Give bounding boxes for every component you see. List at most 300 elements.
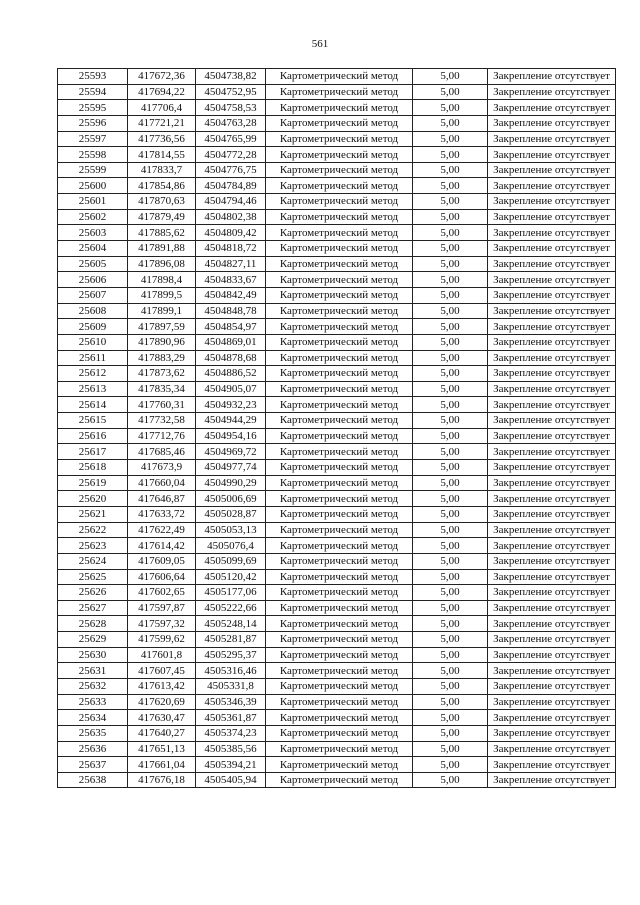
y-coordinate-cell: 4504854,97	[196, 319, 266, 335]
table-row	[58, 194, 616, 210]
x-coordinate-cell: 417706,4	[128, 100, 196, 116]
table-row	[58, 444, 616, 460]
y-coordinate-cell: 4504869,01	[196, 334, 266, 350]
fixing-cell: Закрепление отсутствует	[488, 194, 616, 210]
point-number-cell: 25632	[58, 678, 128, 694]
x-coordinate-cell: 417597,32	[128, 616, 196, 632]
y-coordinate-cell: 4504886,52	[196, 366, 266, 382]
fixing-cell: Закрепление отсутствует	[488, 475, 616, 491]
method-cell: Картометрический метод	[266, 772, 413, 788]
y-coordinate-cell: 4504763,28	[196, 115, 266, 131]
x-coordinate-cell: 417890,96	[128, 334, 196, 350]
coordinates-table-body	[58, 69, 616, 788]
fixing-cell: Закрепление отсутствует	[488, 647, 616, 663]
y-coordinate-cell: 4504752,95	[196, 84, 266, 100]
y-coordinate-cell: 4504977,74	[196, 460, 266, 476]
accuracy-cell: 5,00	[413, 428, 488, 444]
table-row	[58, 569, 616, 585]
table-row	[58, 350, 616, 366]
method-cell: Картометрический метод	[266, 381, 413, 397]
x-coordinate-cell: 417672,36	[128, 69, 196, 85]
y-coordinate-cell: 4504842,49	[196, 287, 266, 303]
point-number-cell: 25617	[58, 444, 128, 460]
point-number-cell: 25596	[58, 115, 128, 131]
fixing-cell: Закрепление отсутствует	[488, 569, 616, 585]
fixing-cell: Закрепление отсутствует	[488, 397, 616, 413]
method-cell: Картометрический метод	[266, 334, 413, 350]
point-number-cell: 25621	[58, 506, 128, 522]
table-row	[58, 538, 616, 554]
point-number-cell: 25622	[58, 522, 128, 538]
table-row	[58, 334, 616, 350]
fixing-cell: Закрепление отсутствует	[488, 600, 616, 616]
y-coordinate-cell: 4505248,14	[196, 616, 266, 632]
x-coordinate-cell: 417646,87	[128, 491, 196, 507]
y-coordinate-cell: 4505394,21	[196, 757, 266, 773]
point-number-cell: 25629	[58, 632, 128, 648]
y-coordinate-cell: 4504776,75	[196, 162, 266, 178]
table-row	[58, 710, 616, 726]
method-cell: Картометрический метод	[266, 131, 413, 147]
method-cell: Картометрический метод	[266, 741, 413, 757]
y-coordinate-cell: 4504848,78	[196, 303, 266, 319]
x-coordinate-cell: 417660,04	[128, 475, 196, 491]
point-number-cell: 25636	[58, 741, 128, 757]
accuracy-cell: 5,00	[413, 475, 488, 491]
y-coordinate-cell: 4504802,38	[196, 209, 266, 225]
table-row	[58, 413, 616, 429]
x-coordinate-cell: 417896,08	[128, 256, 196, 272]
point-number-cell: 25638	[58, 772, 128, 788]
method-cell: Картометрический метод	[266, 460, 413, 476]
method-cell: Картометрический метод	[266, 366, 413, 382]
accuracy-cell: 5,00	[413, 506, 488, 522]
y-coordinate-cell: 4504932,23	[196, 397, 266, 413]
x-coordinate-cell: 417732,58	[128, 413, 196, 429]
x-coordinate-cell: 417898,4	[128, 272, 196, 288]
table-row	[58, 678, 616, 694]
accuracy-cell: 5,00	[413, 772, 488, 788]
fixing-cell: Закрепление отсутствует	[488, 585, 616, 601]
method-cell: Картометрический метод	[266, 632, 413, 648]
point-number-cell: 25618	[58, 460, 128, 476]
point-number-cell: 25624	[58, 553, 128, 569]
y-coordinate-cell: 4505405,94	[196, 772, 266, 788]
table-row	[58, 241, 616, 257]
y-coordinate-cell: 4505099,69	[196, 553, 266, 569]
y-coordinate-cell: 4504954,16	[196, 428, 266, 444]
accuracy-cell: 5,00	[413, 569, 488, 585]
point-number-cell: 25616	[58, 428, 128, 444]
table-row	[58, 725, 616, 741]
y-coordinate-cell: 4504990,29	[196, 475, 266, 491]
fixing-cell: Закрепление отсутствует	[488, 115, 616, 131]
fixing-cell: Закрепление отсутствует	[488, 287, 616, 303]
x-coordinate-cell: 417873,62	[128, 366, 196, 382]
point-number-cell: 25599	[58, 162, 128, 178]
method-cell: Картометрический метод	[266, 303, 413, 319]
accuracy-cell: 5,00	[413, 678, 488, 694]
point-number-cell: 25633	[58, 694, 128, 710]
y-coordinate-cell: 4505331,8	[196, 678, 266, 694]
fixing-cell: Закрепление отсутствует	[488, 256, 616, 272]
y-coordinate-cell: 4504833,67	[196, 272, 266, 288]
y-coordinate-cell: 4504738,82	[196, 69, 266, 85]
y-coordinate-cell: 4505295,37	[196, 647, 266, 663]
table-row	[58, 585, 616, 601]
method-cell: Картометрический метод	[266, 100, 413, 116]
fixing-cell: Закрепление отсутствует	[488, 428, 616, 444]
x-coordinate-cell: 417835,34	[128, 381, 196, 397]
accuracy-cell: 5,00	[413, 131, 488, 147]
accuracy-cell: 5,00	[413, 366, 488, 382]
method-cell: Картометрический метод	[266, 428, 413, 444]
table-row	[58, 225, 616, 241]
table-row	[58, 209, 616, 225]
accuracy-cell: 5,00	[413, 632, 488, 648]
point-number-cell: 25626	[58, 585, 128, 601]
table-row	[58, 84, 616, 100]
x-coordinate-cell: 417607,45	[128, 663, 196, 679]
accuracy-cell: 5,00	[413, 663, 488, 679]
y-coordinate-cell: 4505385,56	[196, 741, 266, 757]
table-row	[58, 632, 616, 648]
fixing-cell: Закрепление отсутствует	[488, 162, 616, 178]
y-coordinate-cell: 4505053,13	[196, 522, 266, 538]
fixing-cell: Закрепление отсутствует	[488, 303, 616, 319]
accuracy-cell: 5,00	[413, 115, 488, 131]
y-coordinate-cell: 4504969,72	[196, 444, 266, 460]
y-coordinate-cell: 4504905,07	[196, 381, 266, 397]
fixing-cell: Закрепление отсутствует	[488, 694, 616, 710]
y-coordinate-cell: 4505316,46	[196, 663, 266, 679]
method-cell: Картометрический метод	[266, 444, 413, 460]
table-row	[58, 256, 616, 272]
x-coordinate-cell: 417897,59	[128, 319, 196, 335]
y-coordinate-cell: 4505222,66	[196, 600, 266, 616]
fixing-cell: Закрепление отсутствует	[488, 522, 616, 538]
accuracy-cell: 5,00	[413, 272, 488, 288]
y-coordinate-cell: 4504809,42	[196, 225, 266, 241]
method-cell: Картометрический метод	[266, 491, 413, 507]
fixing-cell: Закрепление отсутствует	[488, 225, 616, 241]
method-cell: Картометрический метод	[266, 506, 413, 522]
y-coordinate-cell: 4504794,46	[196, 194, 266, 210]
accuracy-cell: 5,00	[413, 741, 488, 757]
point-number-cell: 25607	[58, 287, 128, 303]
x-coordinate-cell: 417712,76	[128, 428, 196, 444]
method-cell: Картометрический метод	[266, 616, 413, 632]
method-cell: Картометрический метод	[266, 194, 413, 210]
method-cell: Картометрический метод	[266, 725, 413, 741]
method-cell: Картометрический метод	[266, 241, 413, 257]
x-coordinate-cell: 417620,69	[128, 694, 196, 710]
fixing-cell: Закрепление отсутствует	[488, 616, 616, 632]
point-number-cell: 25634	[58, 710, 128, 726]
accuracy-cell: 5,00	[413, 460, 488, 476]
method-cell: Картометрический метод	[266, 272, 413, 288]
x-coordinate-cell: 417602,65	[128, 585, 196, 601]
fixing-cell: Закрепление отсутствует	[488, 710, 616, 726]
table-row	[58, 178, 616, 194]
x-coordinate-cell: 417883,29	[128, 350, 196, 366]
y-coordinate-cell: 4504878,68	[196, 350, 266, 366]
method-cell: Картометрический метод	[266, 538, 413, 554]
point-number-cell: 25593	[58, 69, 128, 85]
x-coordinate-cell: 417599,62	[128, 632, 196, 648]
y-coordinate-cell: 4504772,28	[196, 147, 266, 163]
fixing-cell: Закрепление отсутствует	[488, 147, 616, 163]
accuracy-cell: 5,00	[413, 694, 488, 710]
point-number-cell: 25613	[58, 381, 128, 397]
accuracy-cell: 5,00	[413, 178, 488, 194]
accuracy-cell: 5,00	[413, 100, 488, 116]
table-row	[58, 522, 616, 538]
table-row	[58, 757, 616, 773]
fixing-cell: Закрепление отсутствует	[488, 178, 616, 194]
x-coordinate-cell: 417899,5	[128, 287, 196, 303]
accuracy-cell: 5,00	[413, 491, 488, 507]
accuracy-cell: 5,00	[413, 225, 488, 241]
x-coordinate-cell: 417614,42	[128, 538, 196, 554]
fixing-cell: Закрепление отсутствует	[488, 241, 616, 257]
accuracy-cell: 5,00	[413, 616, 488, 632]
x-coordinate-cell: 417814,55	[128, 147, 196, 163]
method-cell: Картометрический метод	[266, 178, 413, 194]
accuracy-cell: 5,00	[413, 334, 488, 350]
method-cell: Картометрический метод	[266, 209, 413, 225]
point-number-cell: 25602	[58, 209, 128, 225]
y-coordinate-cell: 4505076,4	[196, 538, 266, 554]
accuracy-cell: 5,00	[413, 444, 488, 460]
x-coordinate-cell: 417601,8	[128, 647, 196, 663]
y-coordinate-cell: 4505177,06	[196, 585, 266, 601]
point-number-cell: 25615	[58, 413, 128, 429]
accuracy-cell: 5,00	[413, 69, 488, 85]
accuracy-cell: 5,00	[413, 162, 488, 178]
point-number-cell: 25635	[58, 725, 128, 741]
table-row	[58, 100, 616, 116]
x-coordinate-cell: 417613,42	[128, 678, 196, 694]
point-number-cell: 25605	[58, 256, 128, 272]
point-number-cell: 25608	[58, 303, 128, 319]
table-row	[58, 162, 616, 178]
coordinates-table	[57, 68, 616, 788]
point-number-cell: 25619	[58, 475, 128, 491]
fixing-cell: Закрепление отсутствует	[488, 460, 616, 476]
method-cell: Картометрический метод	[266, 319, 413, 335]
x-coordinate-cell: 417885,62	[128, 225, 196, 241]
x-coordinate-cell: 417760,31	[128, 397, 196, 413]
method-cell: Картометрический метод	[266, 115, 413, 131]
page-number: 561	[311, 38, 329, 50]
x-coordinate-cell: 417736,56	[128, 131, 196, 147]
fixing-cell: Закрепление отсутствует	[488, 319, 616, 335]
y-coordinate-cell: 4504784,89	[196, 178, 266, 194]
y-coordinate-cell: 4505006,69	[196, 491, 266, 507]
y-coordinate-cell: 4504758,53	[196, 100, 266, 116]
fixing-cell: Закрепление отсутствует	[488, 100, 616, 116]
point-number-cell: 25603	[58, 225, 128, 241]
method-cell: Картометрический метод	[266, 585, 413, 601]
fixing-cell: Закрепление отсутствует	[488, 678, 616, 694]
method-cell: Картометрический метод	[266, 600, 413, 616]
point-number-cell: 25606	[58, 272, 128, 288]
point-number-cell: 25620	[58, 491, 128, 507]
table-row	[58, 553, 616, 569]
y-coordinate-cell: 4505028,87	[196, 506, 266, 522]
accuracy-cell: 5,00	[413, 350, 488, 366]
fixing-cell: Закрепление отсутствует	[488, 506, 616, 522]
point-number-cell: 25637	[58, 757, 128, 773]
fixing-cell: Закрепление отсутствует	[488, 757, 616, 773]
method-cell: Картометрический метод	[266, 678, 413, 694]
fixing-cell: Закрепление отсутствует	[488, 632, 616, 648]
fixing-cell: Закрепление отсутствует	[488, 131, 616, 147]
method-cell: Картометрический метод	[266, 757, 413, 773]
accuracy-cell: 5,00	[413, 303, 488, 319]
y-coordinate-cell: 4505374,23	[196, 725, 266, 741]
accuracy-cell: 5,00	[413, 757, 488, 773]
y-coordinate-cell: 4505281,87	[196, 632, 266, 648]
fixing-cell: Закрепление отсутствует	[488, 334, 616, 350]
point-number-cell: 25595	[58, 100, 128, 116]
x-coordinate-cell: 417854,86	[128, 178, 196, 194]
accuracy-cell: 5,00	[413, 585, 488, 601]
table-row	[58, 694, 616, 710]
table-row	[58, 272, 616, 288]
accuracy-cell: 5,00	[413, 209, 488, 225]
table-row	[58, 131, 616, 147]
fixing-cell: Закрепление отсутствует	[488, 444, 616, 460]
accuracy-cell: 5,00	[413, 538, 488, 554]
method-cell: Картометрический метод	[266, 663, 413, 679]
point-number-cell: 25604	[58, 241, 128, 257]
y-coordinate-cell: 4505361,87	[196, 710, 266, 726]
method-cell: Картометрический метод	[266, 397, 413, 413]
accuracy-cell: 5,00	[413, 397, 488, 413]
accuracy-cell: 5,00	[413, 84, 488, 100]
point-number-cell: 25628	[58, 616, 128, 632]
point-number-cell: 25631	[58, 663, 128, 679]
fixing-cell: Закрепление отсутствует	[488, 272, 616, 288]
point-number-cell: 25609	[58, 319, 128, 335]
table-row	[58, 663, 616, 679]
accuracy-cell: 5,00	[413, 647, 488, 663]
accuracy-cell: 5,00	[413, 522, 488, 538]
fixing-cell: Закрепление отсутствует	[488, 69, 616, 85]
y-coordinate-cell: 4505120,42	[196, 569, 266, 585]
point-number-cell: 25610	[58, 334, 128, 350]
fixing-cell: Закрепление отсутствует	[488, 491, 616, 507]
x-coordinate-cell: 417606,64	[128, 569, 196, 585]
table-row	[58, 287, 616, 303]
x-coordinate-cell: 417630,47	[128, 710, 196, 726]
x-coordinate-cell: 417891,88	[128, 241, 196, 257]
fixing-cell: Закрепление отсутствует	[488, 413, 616, 429]
accuracy-cell: 5,00	[413, 553, 488, 569]
x-coordinate-cell: 417661,04	[128, 757, 196, 773]
method-cell: Картометрический метод	[266, 553, 413, 569]
method-cell: Картометрический метод	[266, 413, 413, 429]
method-cell: Картометрический метод	[266, 569, 413, 585]
method-cell: Картометрический метод	[266, 162, 413, 178]
table-row	[58, 381, 616, 397]
accuracy-cell: 5,00	[413, 256, 488, 272]
point-number-cell: 25630	[58, 647, 128, 663]
method-cell: Картометрический метод	[266, 84, 413, 100]
fixing-cell: Закрепление отсутствует	[488, 209, 616, 225]
method-cell: Картометрический метод	[266, 475, 413, 491]
x-coordinate-cell: 417676,18	[128, 772, 196, 788]
table-row	[58, 475, 616, 491]
table-row	[58, 506, 616, 522]
x-coordinate-cell: 417651,13	[128, 741, 196, 757]
table-row	[58, 460, 616, 476]
point-number-cell: 25598	[58, 147, 128, 163]
accuracy-cell: 5,00	[413, 287, 488, 303]
method-cell: Картометрический метод	[266, 350, 413, 366]
method-cell: Картометрический метод	[266, 287, 413, 303]
point-number-cell: 25623	[58, 538, 128, 554]
table-row	[58, 319, 616, 335]
table-row	[58, 303, 616, 319]
x-coordinate-cell: 417694,22	[128, 84, 196, 100]
fixing-cell: Закрепление отсутствует	[488, 663, 616, 679]
point-number-cell: 25625	[58, 569, 128, 585]
fixing-cell: Закрепление отсутствует	[488, 381, 616, 397]
table-row	[58, 600, 616, 616]
x-coordinate-cell: 417879,49	[128, 209, 196, 225]
method-cell: Картометрический метод	[266, 69, 413, 85]
fixing-cell: Закрепление отсутствует	[488, 553, 616, 569]
point-number-cell: 25612	[58, 366, 128, 382]
point-number-cell: 25611	[58, 350, 128, 366]
x-coordinate-cell: 417597,87	[128, 600, 196, 616]
fixing-cell: Закрепление отсутствует	[488, 366, 616, 382]
table-row	[58, 397, 616, 413]
point-number-cell: 25614	[58, 397, 128, 413]
y-coordinate-cell: 4504827,11	[196, 256, 266, 272]
x-coordinate-cell: 417833,7	[128, 162, 196, 178]
x-coordinate-cell: 417721,21	[128, 115, 196, 131]
method-cell: Картометрический метод	[266, 256, 413, 272]
method-cell: Картометрический метод	[266, 522, 413, 538]
y-coordinate-cell: 4504944,29	[196, 413, 266, 429]
table-row	[58, 366, 616, 382]
y-coordinate-cell: 4504765,99	[196, 131, 266, 147]
x-coordinate-cell: 417609,05	[128, 553, 196, 569]
method-cell: Картометрический метод	[266, 147, 413, 163]
accuracy-cell: 5,00	[413, 147, 488, 163]
x-coordinate-cell: 417685,46	[128, 444, 196, 460]
table-row	[58, 491, 616, 507]
accuracy-cell: 5,00	[413, 381, 488, 397]
y-coordinate-cell: 4505346,39	[196, 694, 266, 710]
accuracy-cell: 5,00	[413, 194, 488, 210]
table-row	[58, 147, 616, 163]
accuracy-cell: 5,00	[413, 241, 488, 257]
accuracy-cell: 5,00	[413, 710, 488, 726]
table-row	[58, 428, 616, 444]
fixing-cell: Закрепление отсутствует	[488, 725, 616, 741]
point-number-cell: 25601	[58, 194, 128, 210]
table-row	[58, 115, 616, 131]
table-row	[58, 772, 616, 788]
point-number-cell: 25597	[58, 131, 128, 147]
point-number-cell: 25600	[58, 178, 128, 194]
accuracy-cell: 5,00	[413, 725, 488, 741]
